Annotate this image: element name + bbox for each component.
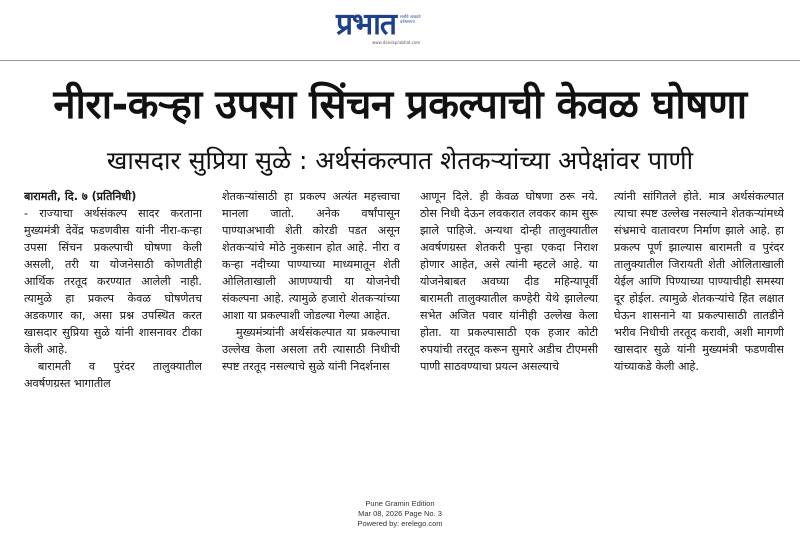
article-paragraph: बारामती व पुरंदर तालुक्यातील अवर्षणग्रस्त भागातील — [24, 360, 202, 390]
article-paragraph: - राज्याचा अर्थसंकल्प सादर करताना मुख्यमंत्री देवेंद्र फडणवीस यांनी नीरा-कऱ्हा उपसा सिंचन प्रकल्पाची घोषणा केली असली, तरी या योजनेसाठी कोणतीही आर्थिक तरतूद करण्यात आलेली नाही. त्यामुळे हा प्रकल्प केवळ घोषणेतच अडकणार का, असा प्रश्न उपस्थित करत खासदार सुप्रिया सुळे यांनी शासनावर टीका केली आहे. — [24, 207, 202, 356]
masthead — [0, 0, 800, 52]
footer-date-page: Mar 08, 2026 Page No. 3 — [358, 509, 442, 518]
article-subheadline: खासदार सुप्रिया सुळे : अर्थसंकल्पात शेतकऱ्यांच्या अपेक्षांवर पाणी — [106, 146, 694, 175]
footer-powered-by: Powered by: erelego.com — [357, 519, 443, 528]
article-headline: नीरा-कऱ्हा उपसा सिंचन प्रकल्पाची केवळ घोषणा — [53, 82, 747, 128]
logo-url: www.dainikprabhat.com — [372, 40, 421, 45]
footer-edition: Pune Gramin Edition — [365, 499, 435, 508]
article-paragraph: शेतकऱ्यांसाठी हा प्रकल्प अत्यंत महत्त्वाचा मानला जातो. अनेक वर्षांपासून पाण्याअभावी शेती कोरडी पडत असून शेतकऱ्यांचे मोठे नुकसान होत आहे. नीरा व कऱ्हा नदीच्या पाण्याच्या माध्यमातून शेती ओलिताखाली आणण्याची या योजनेची संकल्पना आहे. त्यामुळे हजारो शेतकऱ्यांच्या आशा या प्रकल्पाशी जोडल्या गेल्या आहेत. — [222, 190, 400, 322]
article-column-2 — [222, 188, 400, 484]
masthead-divider — [0, 60, 800, 61]
article-column-4 — [614, 188, 784, 484]
page-footer — [0, 499, 800, 529]
article-paragraph: आणून दिले. ही केवळ घोषणा ठरू नये. ठोस निधी देऊन लवकरात लवकर काम सुरू झाले पाहिजे. अन्यथा दोन्ही तालुक्यातील अवर्षणग्रस्त शेतकरी पुन्हा एकदा निराश होणार आहेत, असे त्यांनी म्हटले आहे. या योजनेबाबत अवघ्या दीड महिन्यापूर्वी बारामती तालुक्यातील कण्हेरी येथे झालेल्या सभेत अजित पवार यांनीही उल्लेख केला होता. या प्रकल्पासाठी एक हजार कोटी रुपयांची तरतूद करून सुमारे अडीच टीएमसी पाणी साठवण्याचा प्रयत्न असल्याचे — [420, 190, 598, 373]
article-body — [24, 188, 784, 484]
article-paragraph: त्यांनी सांगितले होते. मात्र अर्थसंकल्पात त्याचा स्पष्ट उल्लेख नसल्याने शेतकऱ्यांमध्ये संभ्रमाचे वातावरण निर्माण झाले आहे. हा प्रकल्प पूर्ण झाल्यास बारामती व पुरंदर तालुक्यातील जिरायती शेती ओलिताखाली येईल आणि पिण्याच्या पाण्याचीही समस्या दूर होईल. त्यामुळे शेतकऱ्यांचे हित लक्षात घेऊन शासनाने या प्रकल्पासाठी तातडीने भरीव निधीची तरतूद करावी, अशी मागणी खासदार सुळे यांनी मुख्यमंत्री फडणवीस यांच्याकडे केली आहे. — [614, 190, 784, 373]
logo-tagline: सर्वांचे आवडते वर्तमानपत्र — [400, 14, 421, 24]
article-column-1 — [24, 188, 202, 484]
logo-text: प्रभात — [336, 7, 397, 42]
article-dateline: बारामती, दि. ७ (प्रतिनिधी) — [24, 190, 137, 203]
article-column-3 — [420, 188, 598, 484]
article-paragraph: मुख्यमंत्र्यांनी अर्थसंकल्पात या प्रकल्पाचा उल्लेख केला असला तरी त्यासाठी निधीची स्पष्ट तरतूद नसल्याचे सुळे यांनी निदर्शनास — [222, 326, 400, 373]
